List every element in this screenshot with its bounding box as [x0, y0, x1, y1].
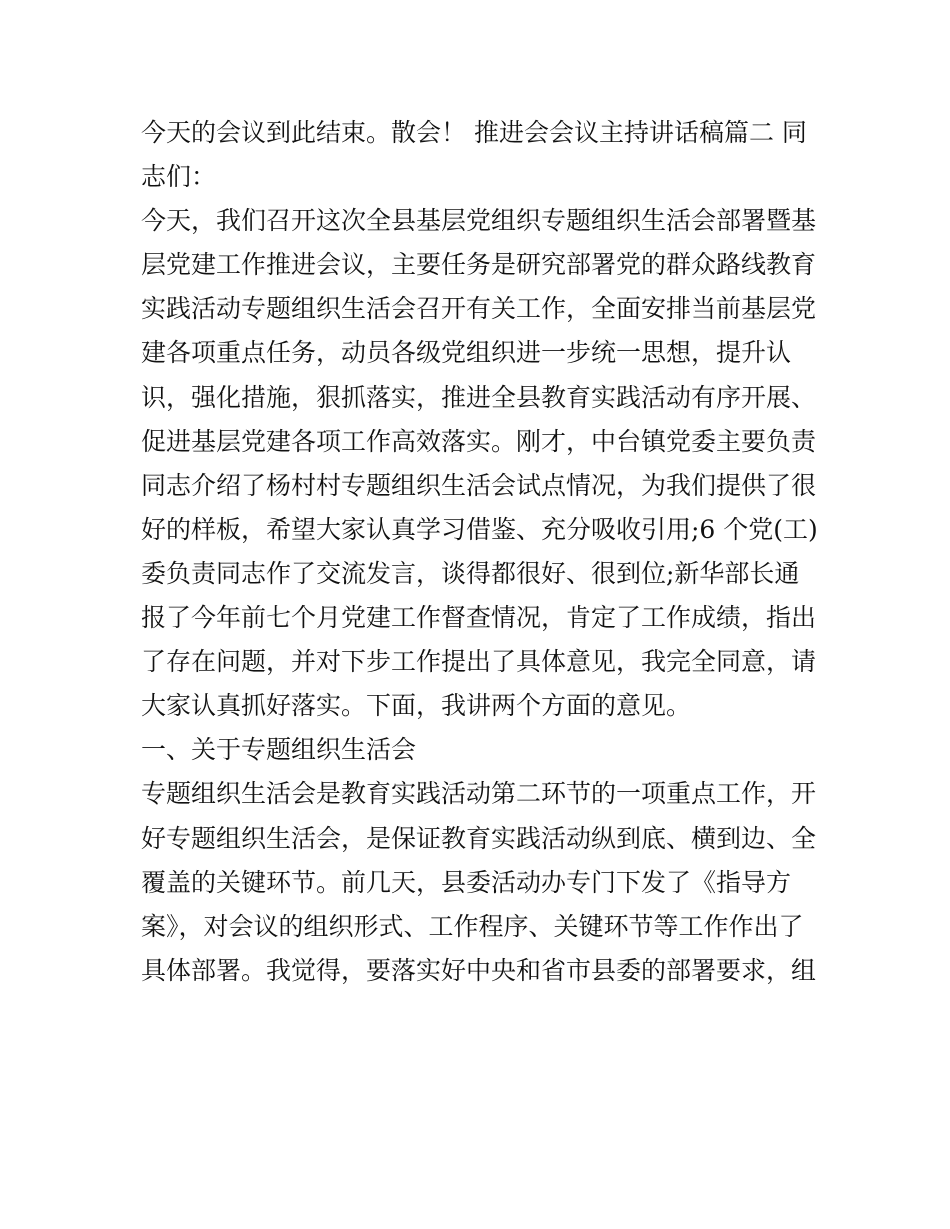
body-text — [141, 111, 818, 993]
text-line: 今天，我们召开这次全县基层党组织专题组织生活会部署暨基 — [141, 206, 817, 236]
text-line: 了存在问题，并对下步工作提出了具体意见，我完全同意，请 — [141, 647, 817, 677]
text-line: 案》，对会议的组织形式、工作程序、关键环节等工作作出了 — [141, 911, 804, 941]
text-line: 好专题组织生活会，是保证教育实践活动纵到底、横到边、全 — [141, 823, 817, 853]
text-line: 委负责同志作了交流发言，谈得都很好、很到位;新华部长通 — [141, 558, 800, 588]
text-line: 覆盖的关键环节。前几天，县委活动办专门下发了《指导方 — [141, 867, 792, 897]
text-line: 志们： — [141, 162, 217, 192]
text-line: 同志介绍了杨村村专题组织生活会试点情况，为我们提供了很 — [141, 470, 817, 500]
text-line: 促进基层党建各项工作高效落实。刚才，中台镇党委主要负责 — [141, 426, 817, 456]
text-line: 实践活动专题组织生活会召开有关工作，全面安排当前基层党 — [141, 294, 817, 324]
text-line: 报了今年前七个月党建工作督查情况，肯定了工作成绩，指出 — [141, 603, 817, 633]
text-line: 专题组织生活会是教育实践活动第二环节的一项重点工作，开 — [141, 779, 817, 809]
section-heading: 一、关于专题组织生活会 — [141, 735, 417, 765]
text-line: 层党建工作推进会议，主要任务是研究部署党的群众路线教育 — [141, 250, 817, 280]
text-line: 好的样板，希望大家认真学习借鉴、充分吸收引用;6 个党(工) — [141, 514, 818, 544]
text-line: 具体部署。我觉得，要落实好中央和省市县委的部署要求，组 — [141, 955, 817, 985]
text-line: 识，强化措施，狠抓落实，推进全县教育实践活动有序开展、 — [141, 382, 817, 412]
text-line: 建各项重点任务，动员各级党组织进一步统一思想，提升认 — [141, 338, 792, 368]
text-line: 今天的会议到此结束。散会！ 推进会会议主持讲话稿篇二 同 — [141, 118, 807, 147]
text-line: 大家认真抓好落实。下面，我讲两个方面的意见。 — [141, 691, 692, 721]
